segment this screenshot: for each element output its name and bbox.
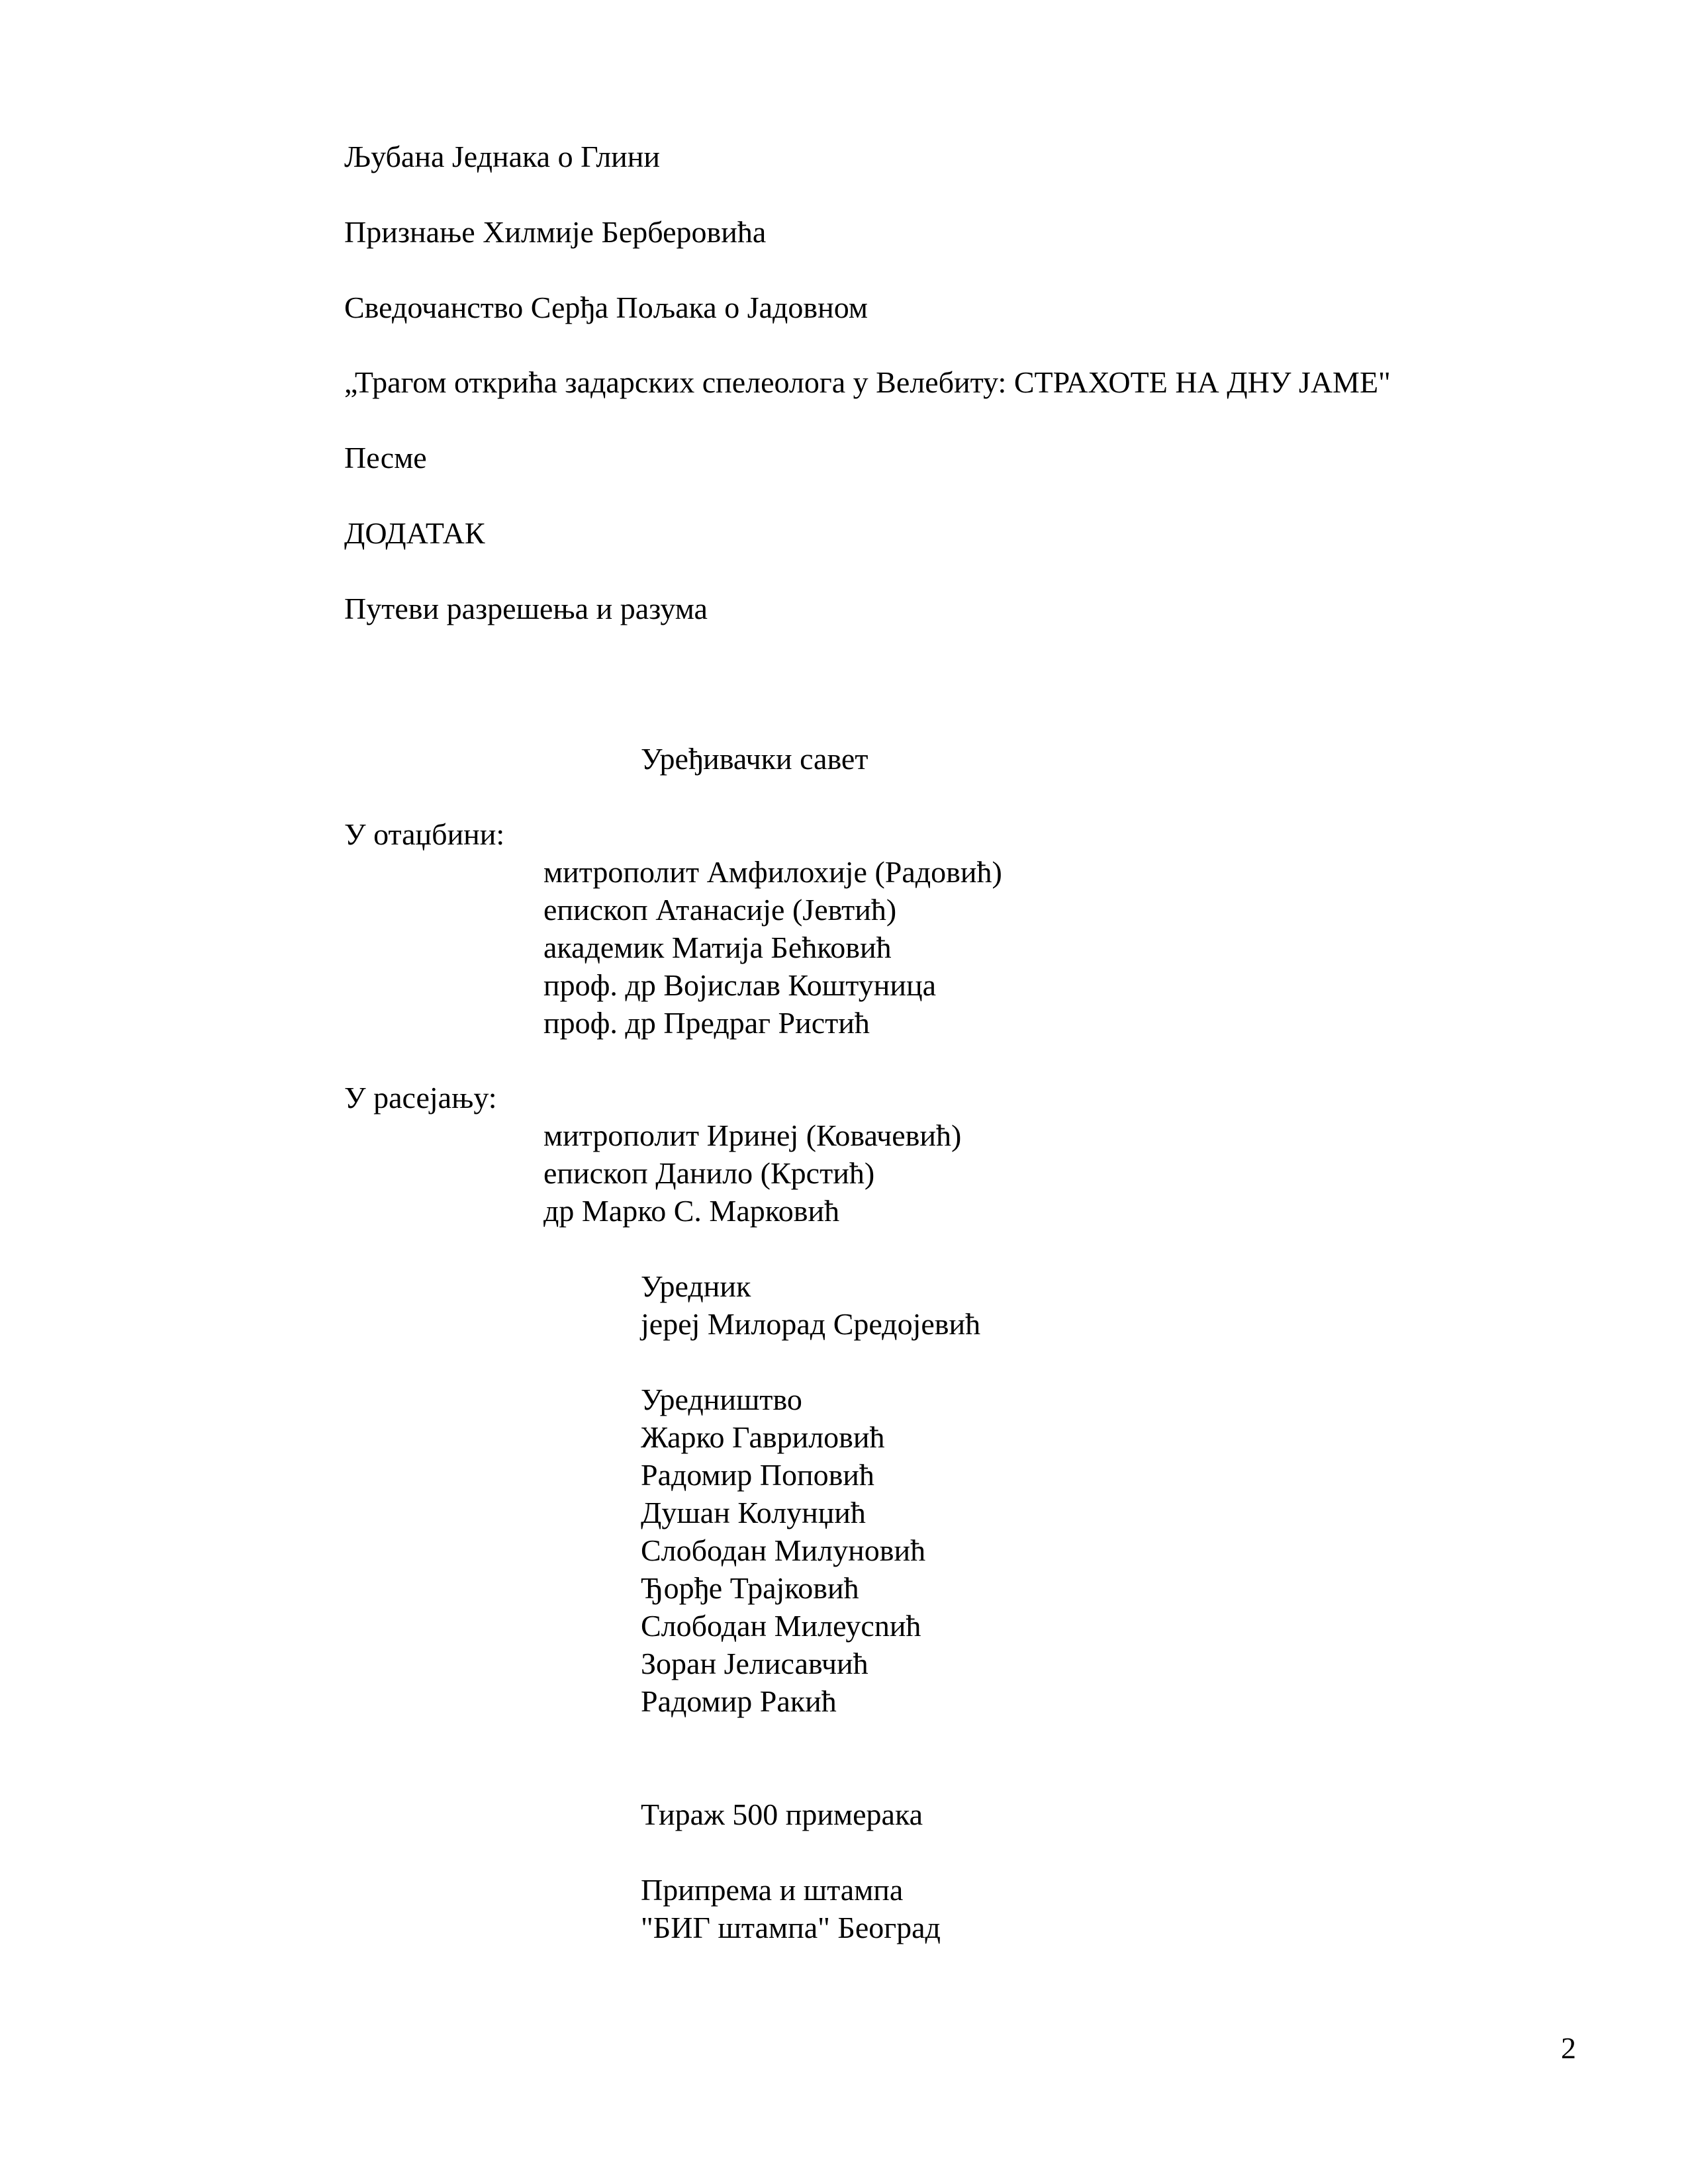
board-member: Слободан Милеусnић (641, 1609, 921, 1643)
diaspora-label: У расејању: (344, 1081, 497, 1115)
council-member: митрополит Амфилохије (Радовић) (543, 855, 1002, 889)
contents-item: „Трагом открића задарских спелеолога у Велебиту: СТРАХОТЕ НА ДНУ ЈАМЕ" (344, 365, 1391, 399)
board-member: Жарко Гавриловић (641, 1420, 885, 1454)
council-member: др Марко С. Марковић (543, 1194, 840, 1228)
contents-item: ДОДАТАК (344, 516, 485, 550)
council-member: проф. др Предраг Ристић (543, 1006, 870, 1040)
council-member: академик Матија Бећковић (543, 931, 892, 964)
board-member: Душан Колунџић (641, 1496, 866, 1529)
editor-name: јереј Милорад Средојевић (641, 1307, 981, 1341)
council-member: митрополит Иринеј (Ковачевић) (543, 1118, 962, 1152)
page-number: 2 (1561, 2031, 1576, 2065)
council-member: епископ Атанасије (Јевтић) (543, 893, 897, 927)
editorial-board-label: Уредништво (641, 1383, 802, 1416)
board-member: Радомир Ракић (641, 1684, 837, 1718)
contents-item: Признање Хилмије Берберовића (344, 215, 767, 249)
contents-item: Песме (344, 441, 427, 475)
contents-item: Сведочанство Серђа Пољака о Јадовном (344, 291, 868, 324)
print-run: Тираж 500 примерака (641, 1797, 923, 1831)
council-member: проф. др Војислав Коштуница (543, 968, 936, 1002)
editorial-council-heading: Уређивачки савет (641, 742, 868, 776)
board-member: Радомир Поповић (641, 1458, 874, 1492)
contents-item: Путеви разрешења и разума (344, 592, 708, 625)
homeland-label: У отаџбини: (344, 817, 505, 851)
contents-item: Љубана Једнака о Глини (344, 140, 661, 173)
board-member: Слободан Милуновић (641, 1533, 926, 1567)
board-member: Ђорђе Трајковић (641, 1571, 859, 1605)
council-member: епископ Данило (Крстић) (543, 1156, 875, 1190)
editor-label: Уредник (641, 1269, 751, 1303)
printer-name: "БИГ штампа" Београд (641, 1911, 941, 1944)
board-member: Зоран Јелисавчић (641, 1647, 868, 1680)
printing-label: Припрема и штампа (641, 1873, 904, 1907)
